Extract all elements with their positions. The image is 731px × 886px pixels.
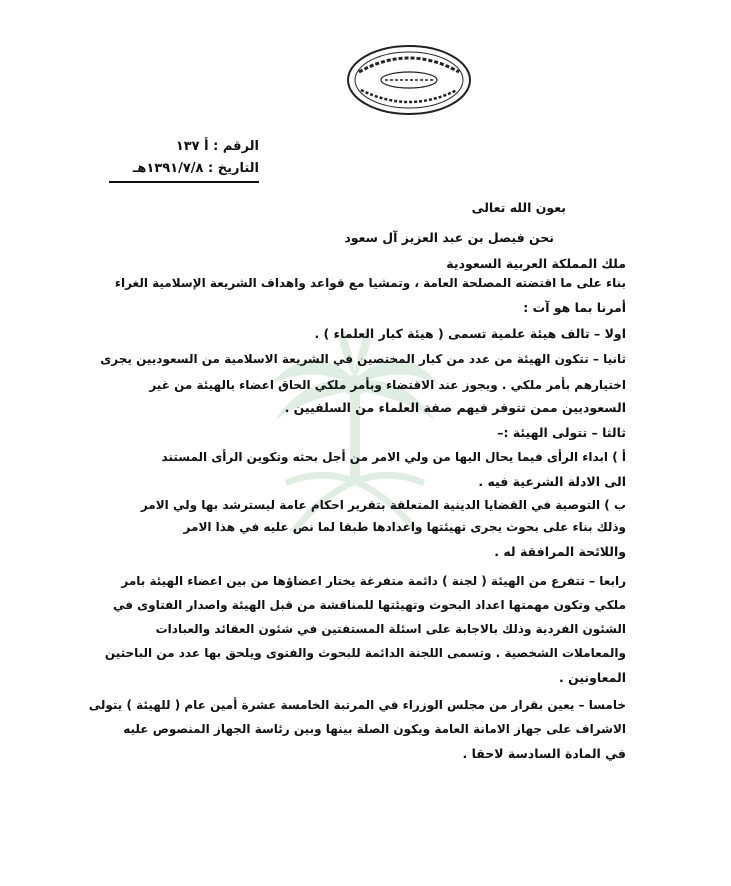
decree-line: اختيارهم بأمر ملكي . ويجوز عند الاقتضاء وبأمر ملكي الحاق اعضاء بالهيئة من غير: [149, 378, 626, 392]
decree-line: الشئون الفردية وذلك بالاجابة على اسئلة المستفتين في شئون العقائد والعبادات: [155, 622, 626, 636]
seal-stamp-icon: [345, 42, 473, 118]
order-intro: أمرنا بما هو آت :: [523, 300, 626, 315]
date-value: ١٣٩١/٧/٨هـ: [132, 161, 204, 176]
decree-line: السعوديين ممن تتوفر فيهم صفة العلماء من السلفيين .: [284, 400, 626, 415]
decree-line: خامسا – يعين بقرار من مجلس الوزراء في المرتبة الخامسة عشرة أمين عام ( للهيئة ) يتولى: [88, 698, 626, 712]
reference-value: أ ١٣٧: [175, 139, 209, 154]
decree-line: والمعاملات الشخصية . وتسمى اللجنة الدائمة للبحوث والفتوى ويلحق بها عدد من الباحثين: [104, 646, 626, 660]
decree-line: واللائحة المرافقة له .: [494, 544, 626, 559]
reference-label: الرقم :: [213, 139, 259, 154]
preamble: بناء على ما اقتضته المصلحة العامة ، وتمشيا مع قواعد واهداف الشريعة الإسلامية الغراء: [114, 276, 626, 290]
decree-line: رابعا – تتفرع من الهيئة ( لجنة ) دائمة متفرغة يختار اعضاؤها من بين اعضاء الهيئة بامر: [121, 574, 626, 588]
invocation: بعون الله تعالى: [471, 200, 566, 215]
decree-line: ثالثا – تتولى الهيئة :–: [497, 425, 626, 440]
date-row: [89, 158, 259, 180]
decree-line: وذلك بناء على بحوث يجرى تهيئتها واعدادها طبقا لما نص عليه في هذا الامر: [183, 520, 626, 534]
decree-line: الاشراف على جهاز الامانة العامة ويكون الصلة بينها وبين رئاسة الجهاز المنصوص عليه: [123, 722, 626, 736]
issuer-title: ملك المملكة العربية السعودية: [446, 256, 626, 271]
decree-line: ثانيا – تتكون الهيئة من عدد من كبار المختصين في الشريعة الاسلامية من السعوديين يجرى: [100, 352, 626, 366]
date-underline: [109, 181, 259, 183]
decree-line: المعاونين .: [558, 670, 626, 685]
decree-line: ملكي وتكون مهمتها اعداد البحوث وتهيئتها للمناقشة من قبل الهيئة واصدار الفتاوى في: [112, 598, 626, 612]
decree-line: الى الادلة الشرعية فيه .: [478, 474, 626, 489]
official-seal: [345, 42, 473, 118]
decree-line: أ ) ابداء الرأى فيما يحال اليها من ولي الامر من أجل بحثه وتكوين الرأى المستند: [161, 450, 626, 464]
reference-block: [89, 136, 259, 183]
decree-line: ب ) التوصية في القضايا الدينية المتعلقة بتقرير احكام عامة ليسترشد بها ولي الامر: [140, 498, 626, 512]
decree-lines: [88, 326, 626, 886]
decree-line: في المادة السادسة لاحقا .: [462, 746, 626, 761]
issuer-line: نحن فيصل بن عبد العزيز آل سعود: [344, 230, 554, 245]
decree-line: اولا – تالف هيئة علمية تسمى ( هيئة كبار العلماء ) .: [314, 326, 626, 341]
reference-number-row: [89, 136, 259, 158]
date-label: التاريخ :: [208, 161, 259, 176]
